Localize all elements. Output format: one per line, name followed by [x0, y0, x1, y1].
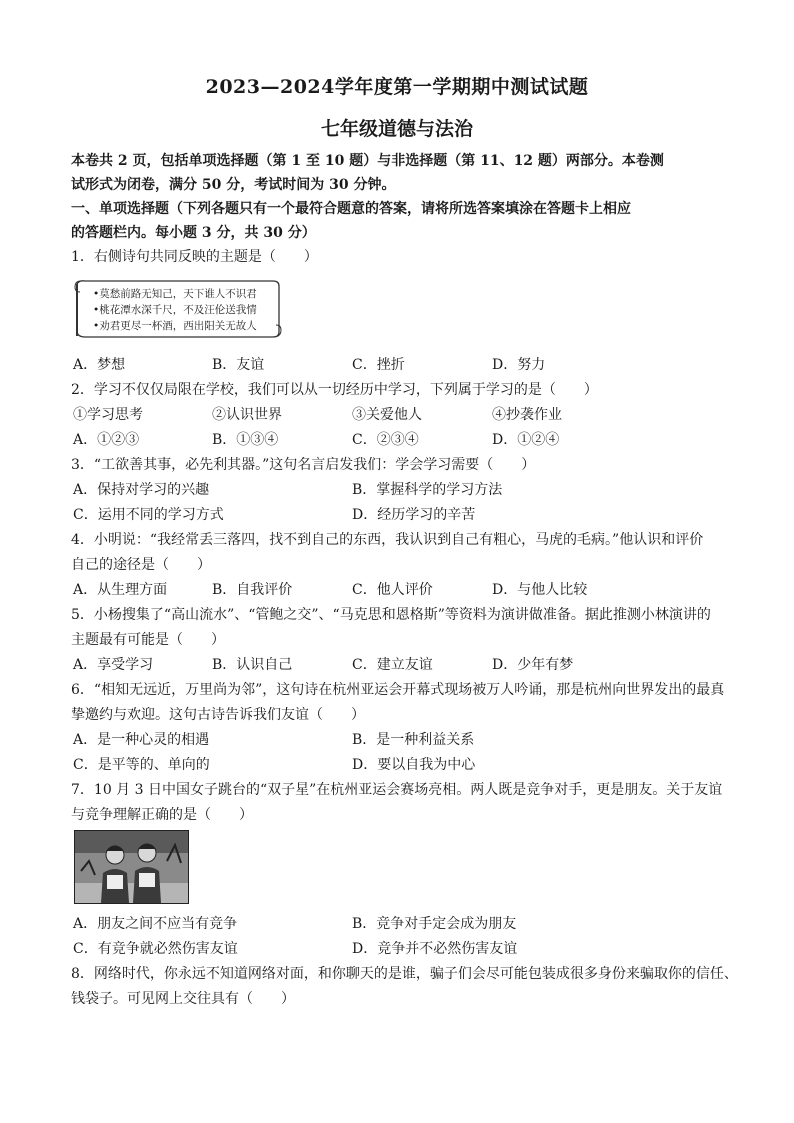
q4-option-a: A．从生理方面 — [73, 582, 168, 598]
q4-stem-line-2: 自己的途径是（ ） — [71, 557, 211, 573]
q4-option-c: C．他人评价 — [352, 582, 433, 598]
q5-option-a: A．享受学习 — [73, 657, 154, 673]
intro-line-2: 试形式为闭卷，满分 50 分，考试时间为 30 分钟。 — [71, 177, 396, 193]
q2-option-a: A．①②③ — [73, 432, 140, 448]
q1-stem: 1．右侧诗句共同反映的主题是（ ） — [71, 249, 318, 265]
q3-stem: 3．“工欲善其事，必先利其器。”这句名言启发我们：学会学习需要（ ） — [71, 457, 536, 473]
q2-item-4: ④抄袭作业 — [492, 407, 562, 423]
exam-subtitle: 七年级道德与法治 — [320, 118, 473, 140]
q6-stem-line-1: 6．“相知无远近，万里尚为邻”，这句诗在杭州亚运会开幕式现场被万人吟诵，那是杭州向世界发出的最真 — [71, 682, 725, 698]
q6-stem-line-2: 挚邀约与欢迎。这句古诗告诉我们友谊（ ） — [71, 707, 365, 723]
q3-option-c: C．运用不同的学习方式 — [73, 507, 224, 523]
poem-line-1: •莫愁前路无知己，天下谁人不识君 — [93, 288, 257, 300]
q5-stem-line-2: 主题最有可能是（ ） — [71, 632, 225, 648]
q8-stem-line-2: 钱袋子。可见网上交往具有（ ） — [71, 991, 295, 1007]
q2-option-d: D．①②④ — [492, 432, 560, 448]
q6-option-c: C．是平等的、单向的 — [73, 757, 210, 773]
q7-option-c: C．有竞争就必然伤害友谊 — [73, 941, 238, 957]
q4-option-d: D．与他人比较 — [492, 582, 588, 598]
q6-option-b: B．是一种利益关系 — [352, 732, 475, 748]
q2-item-3: ③关爱他人 — [352, 407, 422, 423]
q8-stem-line-1: 8．网络时代，你永远不知道网络对面，和你聊天的是谁，骗子们会尽可能包装成很多身份来骗取你的信任、 — [71, 966, 738, 982]
q6-option-a: A．是一种心灵的相遇 — [73, 732, 210, 748]
q1-option-c: C．挫折 — [352, 357, 405, 373]
q2-option-b: B．①③④ — [212, 432, 279, 448]
q3-option-b: B．掌握科学的学习方法 — [352, 482, 503, 498]
q4-option-b: B．自我评价 — [212, 582, 293, 598]
q5-option-b: B．认识自己 — [212, 657, 293, 673]
q2-stem: 2．学习不仅仅局限在学校，我们可以从一切经历中学习，下列属于学习的是（ ） — [71, 382, 598, 398]
q3-option-a: A．保持对学习的兴趣 — [73, 482, 210, 498]
q2-option-c: C．②③④ — [352, 432, 419, 448]
poem-line-2: •桃花潭水深千尺，不及汪伦送我情 — [93, 304, 257, 316]
section-heading-line-2: 的答题栏内。每小题 3 分，共 30 分） — [71, 225, 316, 241]
q5-option-c: C．建立友谊 — [352, 657, 433, 673]
q3-option-d: D．经历学习的辛苦 — [352, 507, 476, 523]
poem-scroll-figure — [73, 278, 283, 340]
exam-title: 2023—2024学年度第一学期期中测试试题 — [205, 76, 589, 98]
q2-item-1: ①学习思考 — [73, 407, 143, 423]
intro-line-1: 本卷共 2 页，包括单项选择题（第 1 至 10 题）与非选择题（第 11、12 题）两部分。本卷测 — [71, 153, 664, 169]
q7-option-b: B．竞争对手定会成为朋友 — [352, 916, 517, 932]
q1-option-d: D．努力 — [492, 357, 546, 373]
q7-stem-line-1: 7．10 月 3 日中国女子跳台的“双子星”在杭州亚运会赛场亮相。两人既是竞争对手，更是朋友。关于友谊 — [71, 782, 723, 798]
q1-option-b: B．友谊 — [212, 357, 265, 373]
q2-item-2: ②认识世界 — [212, 407, 282, 423]
q7-option-d: D．竞争并不必然伤害友谊 — [352, 941, 518, 957]
q5-stem-line-1: 5．小杨搜集了“高山流水”、“管鲍之交”、“马克思和恩格斯”等资料为演讲做准备。据此推测小林演讲的 — [71, 607, 711, 623]
poem-line-3: •劝君更尽一杯酒，西出阳关无故人 — [93, 320, 257, 332]
q4-stem-line-1: 4．小明说：“我经常丢三落四，找不到自己的东西，我认识到自己有粗心，马虎的毛病。”他认识和评价 — [71, 532, 704, 548]
q7-option-a: A．朋友之间不应当有竞争 — [73, 916, 238, 932]
q5-option-d: D．少年有梦 — [492, 657, 574, 673]
q6-option-d: D．要以自我为中心 — [352, 757, 476, 773]
q7-stem-line-2: 与竞争理解正确的是（ ） — [71, 807, 253, 823]
divers-photo — [74, 830, 189, 904]
section-heading-line-1: 一、单项选择题（下列各题只有一个最符合题意的答案，请将所选答案填涂在答题卡上相应 — [71, 201, 631, 217]
q1-option-a: A．梦想 — [73, 357, 126, 373]
